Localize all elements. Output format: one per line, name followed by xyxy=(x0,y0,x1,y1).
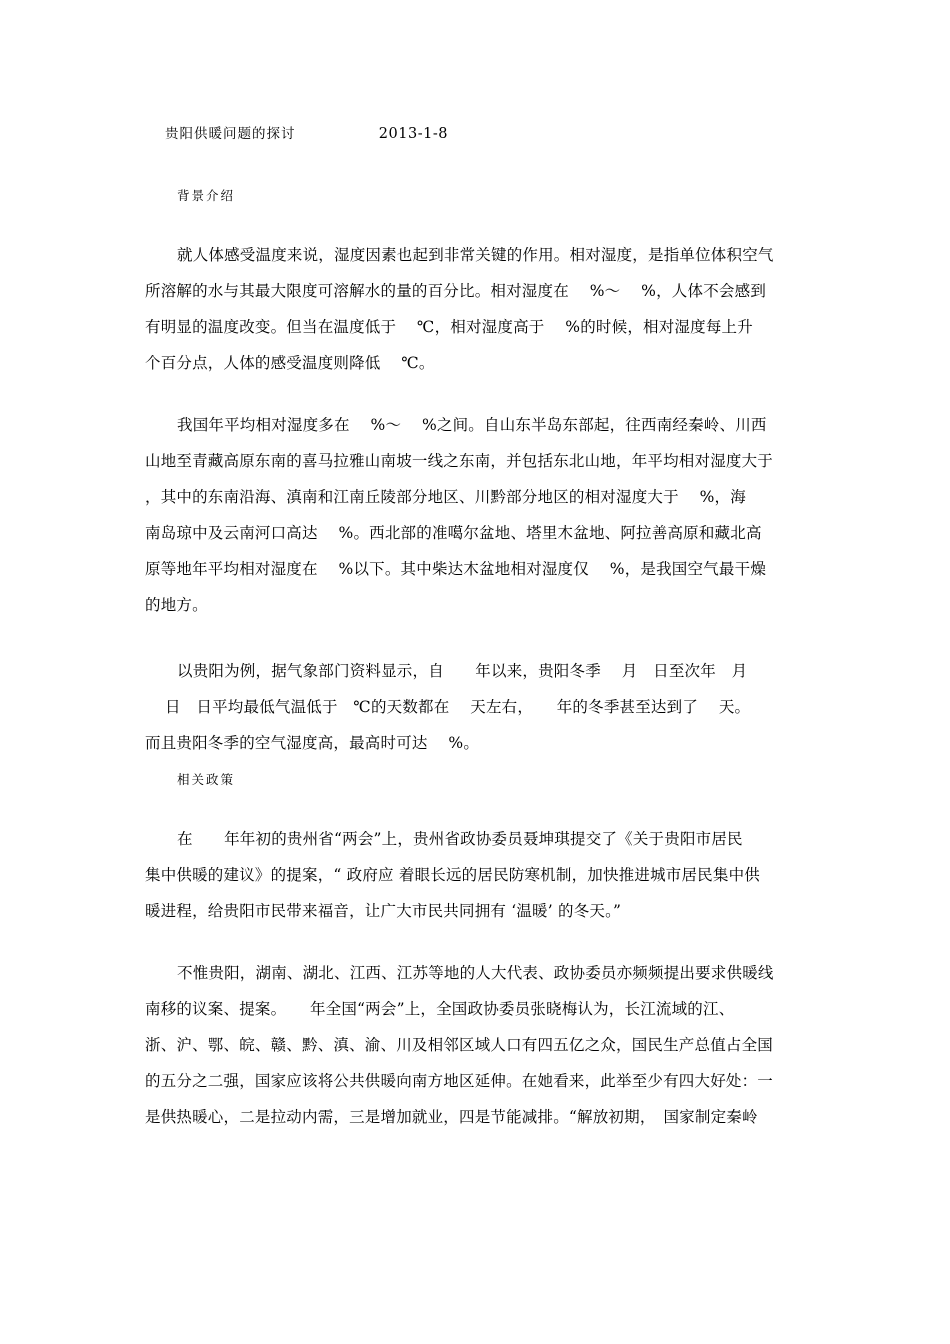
document-title: 贵阳供暖问题的探讨 xyxy=(165,126,296,142)
paragraph-line: 暖进程，给贵阳市民带来福音，让广大市民共同拥有 ‘温暖’ 的冬天。” xyxy=(145,902,622,920)
paragraph-line: 的五分之二强，国家应该将公共供暖向南方地区延伸。在她看来，此举至少有四大好处：一 xyxy=(145,1072,774,1090)
paragraph-line: 浙、沪、鄂、皖、赣、黔、滇、渝、川及相邻区域人口有四五亿之众，国民生产总值占全国 xyxy=(145,1036,774,1054)
paragraph-line: 所溶解的水与其最大限度可溶解水的量的百分比。相对湿度在 %～ %，人体不会感到 xyxy=(145,282,767,300)
paragraph-line: 我国年平均相对湿度多在 %～ %之间。自山东半岛东部起，往西南经秦岭、川西 xyxy=(177,416,767,434)
paragraph-line: 的地方。 xyxy=(145,596,208,614)
paragraph-humidity-definition xyxy=(145,237,810,381)
paragraph-line: 南移的议案、提案。 年全国“两会”上，全国政协委员张晓梅认为，长江流域的江、 xyxy=(145,1000,735,1018)
paragraph-line: 在 年年初的贵州省“两会”上，贵州省政协委员聂坤琪提交了《关于贵阳市居民 xyxy=(177,830,743,848)
document-header xyxy=(165,122,448,142)
paragraph-line: 就人体感受温度来说，湿度因素也起到非常关键的作用。相对湿度，是指单位体积空气 xyxy=(177,246,774,264)
paragraph-guizhou-proposal xyxy=(145,821,810,929)
paragraph-line: 南岛琼中及云南河口高达 %。西北部的准噶尔盆地、塔里木盆地、阿拉善高原和藏北高 xyxy=(145,524,762,542)
paragraph-line: 以贵阳为例，据气象部门资料显示，自 年以来，贵阳冬季 月 日至次年 月 xyxy=(177,662,748,680)
paragraph-line: 原等地年平均相对湿度在 %以下。其中柴达木盆地相对湿度仅 %，是我国空气最干燥 xyxy=(145,560,767,578)
paragraph-line: ，其中的东南沿海、滇南和江南丘陵部分地区、川黔部分地区的相对湿度大于 %，海 xyxy=(145,488,746,506)
section-heading-policy: 相关政策 xyxy=(177,772,236,787)
paragraph-national-proposal xyxy=(145,955,810,1135)
paragraph-guiyang-example xyxy=(145,653,810,761)
paragraph-national-humidity xyxy=(145,407,810,623)
paragraph-line: 集中供暖的建议》的提案，“ 政府应 着眼长远的居民防寒机制，加快推进城市居民集中供 xyxy=(145,866,760,884)
paragraph-line: 山地至青藏高原东南的喜马拉雅山南坡一线之东南，并包括东北山地，年平均相对湿度大于 xyxy=(145,452,774,470)
paragraph-line: 而且贵阳冬季的空气湿度高，最高时可达 %。 xyxy=(145,734,480,752)
document-date: 2013-1-8 xyxy=(378,126,448,142)
paragraph-line: 不惟贵阳，湖南、湖北、江西、江苏等地的人大代表、政协委员亦频频提出要求供暖线 xyxy=(177,964,774,982)
paragraph-line: 日 日平均最低气温低于 ℃的天数都在 天左右， 年的冬季甚至达到了 天。 xyxy=(165,698,751,716)
paragraph-line: 个百分点，人体的感受温度则降低 ℃。 xyxy=(145,354,435,372)
paragraph-line: 有明显的温度改变。但当在温度低于 ℃，相对湿度高于 %的时候，相对湿度每上升 xyxy=(145,318,753,336)
paragraph-line: 是供热暖心，二是拉动内需，三是增加就业，四是节能减排。“解放初期， 国家制定秦岭 xyxy=(145,1108,758,1126)
section-heading-background: 背景介绍 xyxy=(177,188,236,203)
